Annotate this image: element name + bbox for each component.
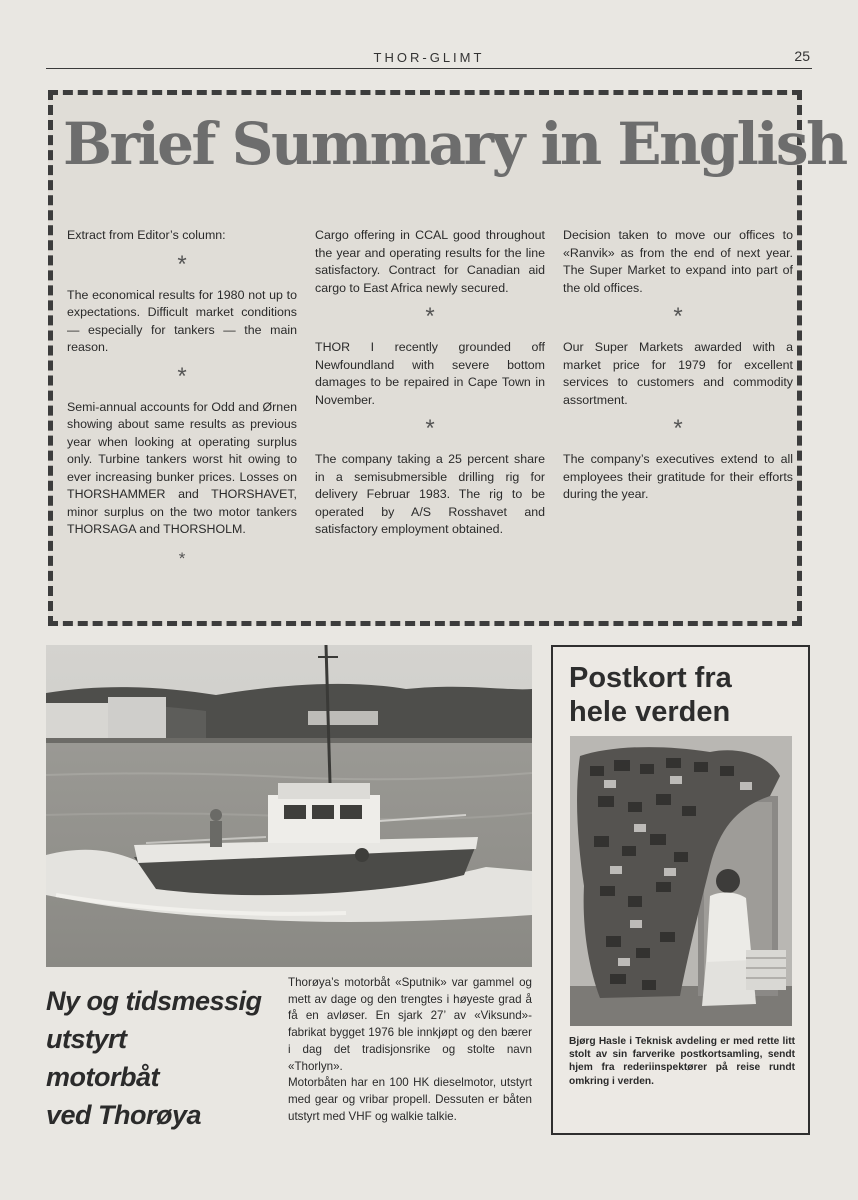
asterisk-divider-icon: * <box>673 415 683 442</box>
postcard-title <box>569 661 799 729</box>
summary-column-1 <box>67 227 297 581</box>
page-number: 25 <box>794 48 810 64</box>
asterisk-divider-icon: * <box>177 362 187 390</box>
boat-story-headline <box>46 982 286 1134</box>
summary-paragraph: The company’s executives extend to all employees their gratitude for their efforts during the year. <box>563 452 793 501</box>
boat-illustration <box>46 645 532 967</box>
running-title: THOR-GLIMT <box>373 50 485 65</box>
summary-paragraph: Our Super Markets awarded with a market price for 1979 for excellent services to customers and commodity assortment. <box>563 340 793 407</box>
summary-column-3 <box>563 227 793 504</box>
summary-paragraph: THOR I recently grounded off Newfoundland with severe bottom damages to be repaired in Cape Town in November. <box>315 340 545 407</box>
headline-line: ved Thorøya <box>46 1100 202 1130</box>
postcard-title-line: hele verden <box>569 696 731 728</box>
postcard-title-line: Postkort fra <box>569 662 732 694</box>
postcard-caption: Bjørg Hasle i Teknisk avdeling er med rette litt stolt av sin farverike postkortsamling, sendt hjem fra rederiinspektører på reise rundt omkring i verden. <box>569 1036 795 1087</box>
summary-column-2 <box>315 227 545 539</box>
headline-line: motorbåt <box>46 1062 159 1092</box>
summary-paragraph: Cargo offering in CCAL good throughout the year and operating results for the line satisfactory. Contract for Canadian aid cargo to East Africa newly secured. <box>315 228 545 295</box>
asterisk-divider-icon: * <box>425 303 435 330</box>
summary-paragraph: Semi-annual accounts for Odd and Ørnen showing about same results as previous year when looking at operating surplus only. Turbine tankers worst hit owing to ever increasing bunker prices. Losses on THORSHAMMER and THORSHAVET, minor surplus on the two motor tankers THORSAGA and THORSHOLM. <box>67 399 297 536</box>
summary-paragraph: Decision taken to move our offices to «Ranvik» as from the end of next year. The Super Market to expand into part of the old offices. <box>563 228 793 295</box>
asterisk-divider-icon: * <box>425 415 435 442</box>
summary-paragraph: Extract from Editor’s column: <box>67 228 226 242</box>
asterisk-divider-icon: * <box>177 250 187 278</box>
boat-story-paragraph: Thorøya’s motorbåt «Sputnik» var gammel og mett av dage og den trengtes i høyeste grad å få en avløser. En sjark 27’ av «Viksund»-fabrikat bygget 1976 ble innkjøpt og den bærer i dag det tradisjonsrike og stolte navn «Thorlyn». <box>288 976 532 1073</box>
page-header <box>46 48 812 69</box>
postcard-photo <box>570 736 792 1026</box>
summary-title: Brief Summary in English <box>63 110 846 178</box>
postcard-wall-illustration <box>570 736 792 1026</box>
asterisk-divider-icon: * <box>178 548 186 568</box>
summary-box <box>48 90 846 626</box>
summary-paragraph: The company taking a 25 percent share in a semisubmersible drilling rig for delivery Februar 1983. The rig to be operated by A/S Rosshavet and satisfactory employment obtained. <box>315 452 545 536</box>
postcard-box <box>551 645 810 1135</box>
headline-line: utstyrt <box>46 1024 127 1054</box>
boat-photo <box>46 645 532 967</box>
boat-story-body <box>288 975 532 1125</box>
summary-paragraph: The economical results for 1980 not up to expectations. Difficult market conditions — especially for tankers — the main reason. <box>67 287 297 354</box>
boat-story-paragraph: Motorbåten har en 100 HK dieselmotor, utstyrt med gear og vribar propell. Dessuten er båten utstyrt med VHF og walkie talkie. <box>288 1076 532 1123</box>
asterisk-divider-icon: * <box>673 303 683 330</box>
headline-line: Ny og tidsmessig <box>46 986 262 1016</box>
